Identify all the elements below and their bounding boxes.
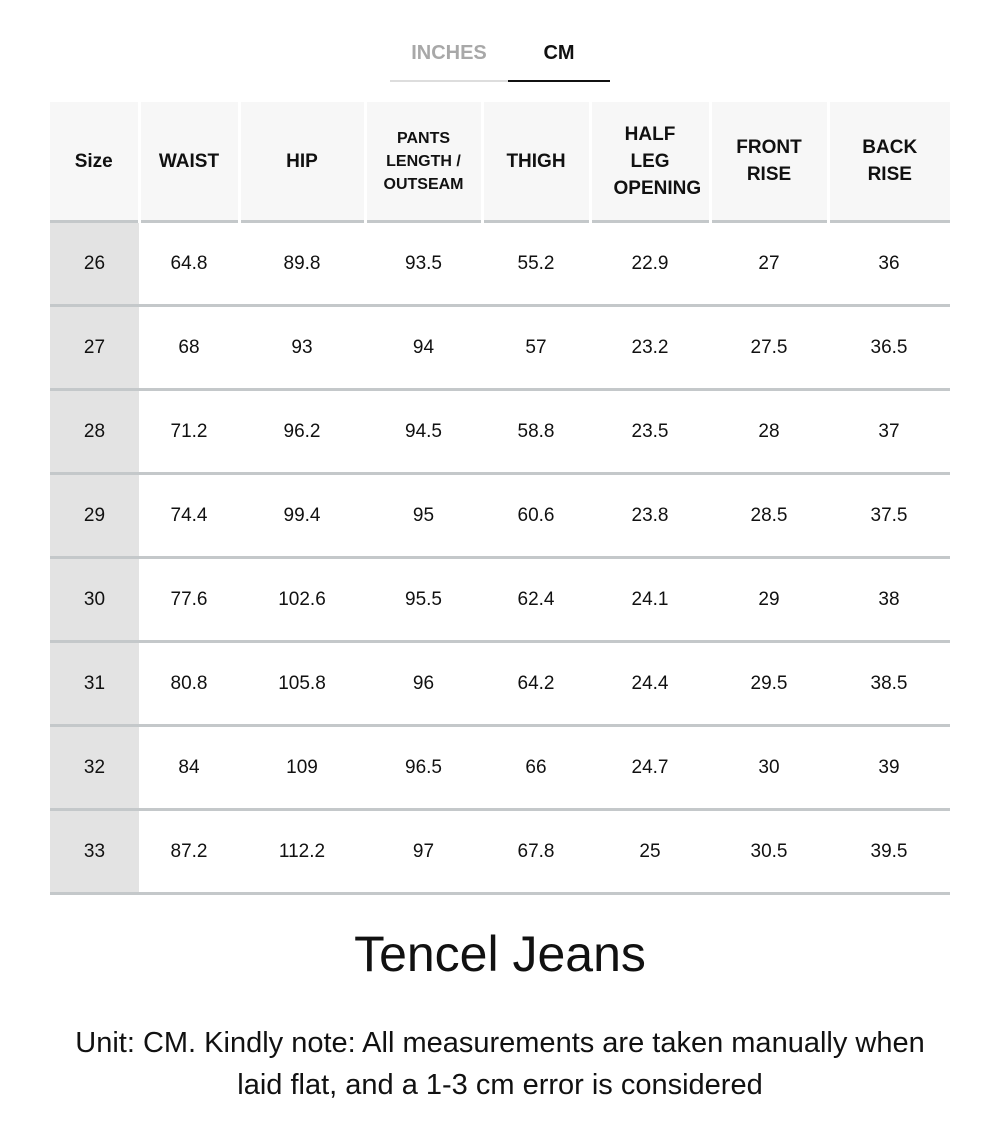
measurement-cell: 93.5 bbox=[365, 222, 482, 306]
measurement-cell: 94.5 bbox=[365, 390, 482, 474]
measurement-cell: 29.5 bbox=[710, 642, 828, 726]
measurement-cell: 80.8 bbox=[139, 642, 239, 726]
size-cell: 32 bbox=[50, 726, 139, 810]
size-cell: 31 bbox=[50, 642, 139, 726]
measurement-cell: 30.5 bbox=[710, 810, 828, 894]
measurement-cell: 109 bbox=[239, 726, 365, 810]
measurement-cell: 77.6 bbox=[139, 558, 239, 642]
measurement-cell: 29 bbox=[710, 558, 828, 642]
measurement-cell: 37.5 bbox=[828, 474, 950, 558]
table-row bbox=[50, 390, 950, 474]
measurement-cell: 96.2 bbox=[239, 390, 365, 474]
measurement-cell: 37 bbox=[828, 390, 950, 474]
measurement-cell: 57 bbox=[482, 306, 590, 390]
column-header: HIP bbox=[239, 102, 365, 222]
unit-tabs bbox=[390, 38, 610, 82]
column-header: BACK RISE bbox=[828, 102, 950, 222]
column-header: WAIST bbox=[139, 102, 239, 222]
measurement-cell: 67.8 bbox=[482, 810, 590, 894]
measurement-cell: 64.8 bbox=[139, 222, 239, 306]
measurement-cell: 24.4 bbox=[590, 642, 710, 726]
tab-cm[interactable]: CM bbox=[508, 38, 610, 82]
table-row bbox=[50, 558, 950, 642]
measurement-cell: 58.8 bbox=[482, 390, 590, 474]
size-cell: 26 bbox=[50, 222, 139, 306]
measurement-cell: 27 bbox=[710, 222, 828, 306]
measurement-cell: 89.8 bbox=[239, 222, 365, 306]
tab-inches[interactable]: INCHES bbox=[411, 42, 487, 64]
measurement-cell: 87.2 bbox=[139, 810, 239, 894]
measurement-cell: 25 bbox=[590, 810, 710, 894]
product-title: Tencel Jeans bbox=[354, 926, 646, 982]
measurement-cell: 36.5 bbox=[828, 306, 950, 390]
measurement-cell: 28 bbox=[710, 390, 828, 474]
column-header: HALF LEG OPENING bbox=[590, 102, 710, 222]
measurement-cell: 99.4 bbox=[239, 474, 365, 558]
column-header: Size bbox=[50, 102, 139, 222]
measurement-cell: 60.6 bbox=[482, 474, 590, 558]
measurement-note: Unit: CM. Kindly note: All measurements are taken manually when laid flat, and a 1-3 cm error is considered bbox=[75, 1027, 925, 1101]
measurement-cell: 24.1 bbox=[590, 558, 710, 642]
table-row bbox=[50, 474, 950, 558]
measurement-cell: 95.5 bbox=[365, 558, 482, 642]
size-cell: 33 bbox=[50, 810, 139, 894]
table-row bbox=[50, 642, 950, 726]
measurement-cell: 55.2 bbox=[482, 222, 590, 306]
measurement-cell: 74.4 bbox=[139, 474, 239, 558]
measurement-cell: 62.4 bbox=[482, 558, 590, 642]
size-cell: 30 bbox=[50, 558, 139, 642]
measurement-cell: 68 bbox=[139, 306, 239, 390]
measurement-cell: 112.2 bbox=[239, 810, 365, 894]
measurement-cell: 94 bbox=[365, 306, 482, 390]
size-cell: 27 bbox=[50, 306, 139, 390]
measurement-cell: 39 bbox=[828, 726, 950, 810]
size-cell: 28 bbox=[50, 390, 139, 474]
measurement-cell: 23.5 bbox=[590, 390, 710, 474]
measurement-cell: 71.2 bbox=[139, 390, 239, 474]
size-cell: 29 bbox=[50, 474, 139, 558]
measurement-cell: 36 bbox=[828, 222, 950, 306]
measurement-cell: 102.6 bbox=[239, 558, 365, 642]
size-chart-table bbox=[50, 102, 950, 895]
measurement-cell: 30 bbox=[710, 726, 828, 810]
table-row bbox=[50, 306, 950, 390]
table-row bbox=[50, 726, 950, 810]
table-row bbox=[50, 222, 950, 306]
column-header: THIGH bbox=[482, 102, 590, 222]
measurement-cell: 23.2 bbox=[590, 306, 710, 390]
column-header: FRONT RISE bbox=[710, 102, 828, 222]
measurement-cell: 28.5 bbox=[710, 474, 828, 558]
measurement-cell: 66 bbox=[482, 726, 590, 810]
measurement-cell: 93 bbox=[239, 306, 365, 390]
measurement-cell: 84 bbox=[139, 726, 239, 810]
measurement-cell: 97 bbox=[365, 810, 482, 894]
measurement-cell: 39.5 bbox=[828, 810, 950, 894]
measurement-cell: 105.8 bbox=[239, 642, 365, 726]
column-header: PANTS LENGTH / OUTSEAM bbox=[365, 102, 482, 222]
measurement-cell: 64.2 bbox=[482, 642, 590, 726]
table-row bbox=[50, 810, 950, 894]
measurement-cell: 27.5 bbox=[710, 306, 828, 390]
measurement-cell: 22.9 bbox=[590, 222, 710, 306]
measurement-cell: 38.5 bbox=[828, 642, 950, 726]
measurement-cell: 96.5 bbox=[365, 726, 482, 810]
measurement-cell: 23.8 bbox=[590, 474, 710, 558]
measurement-cell: 38 bbox=[828, 558, 950, 642]
measurement-cell: 96 bbox=[365, 642, 482, 726]
measurement-cell: 24.7 bbox=[590, 726, 710, 810]
measurement-cell: 95 bbox=[365, 474, 482, 558]
